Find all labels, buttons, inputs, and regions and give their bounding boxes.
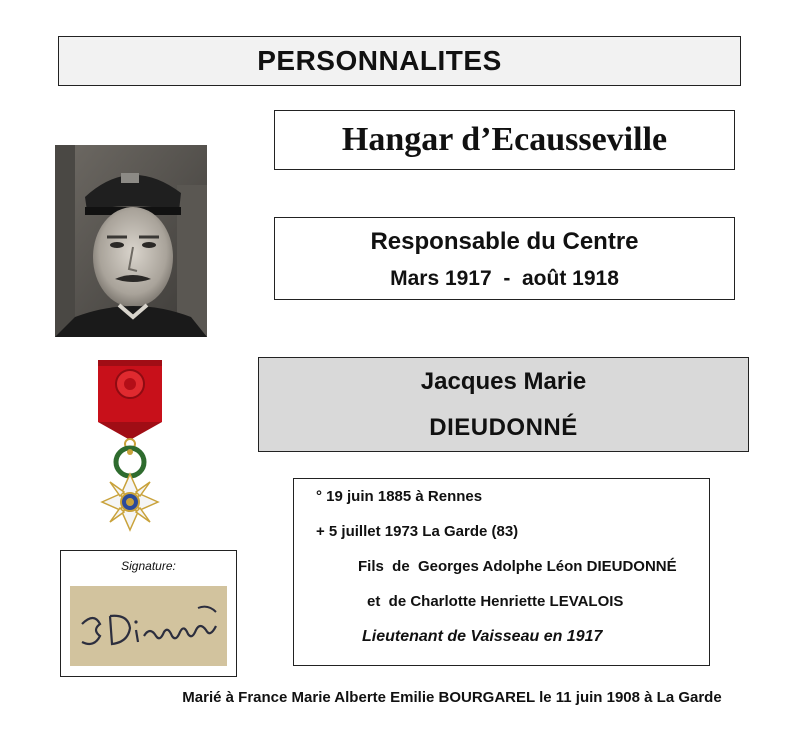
role-box: [274, 217, 735, 300]
role-title: Responsable du Centre: [370, 228, 639, 255]
signature-box: [60, 550, 237, 677]
marriage-text: Marié à France Marie Alberte Emilie BOURGAREL le 11 juin 1908 à La Garde: [182, 689, 722, 706]
hangar-title-box: [274, 110, 735, 170]
header-banner: [58, 36, 741, 86]
first-names: Jacques Marie: [420, 368, 587, 395]
signature-image: [70, 586, 227, 666]
role-period: Mars 1917 - août 1918: [390, 267, 619, 290]
father-line: Fils de Georges Adolphe Léon DIEUDONNÉ: [358, 558, 677, 575]
rank-line: Lieutenant de Vaisseau en 1917: [362, 628, 603, 645]
details-box: [293, 478, 710, 666]
legion-of-honour-medal-icon: [92, 360, 170, 542]
hangar-title: Hangar d’Ecausseville: [341, 121, 668, 158]
surname: DIEUDONNÉ: [429, 414, 578, 441]
portrait-photo: [55, 145, 207, 337]
marriage-footer: [0, 689, 786, 707]
page-title: PERSONNALITES: [257, 45, 502, 76]
name-box: [258, 357, 749, 452]
mother-line: et de Charlotte Henriette LEVALOIS: [367, 593, 624, 610]
signature-label: Signature:: [121, 559, 176, 573]
death-line: + 5 juillet 1973 La Garde (83): [316, 523, 519, 540]
birth-line: ° 19 juin 1885 à Rennes: [316, 488, 483, 505]
